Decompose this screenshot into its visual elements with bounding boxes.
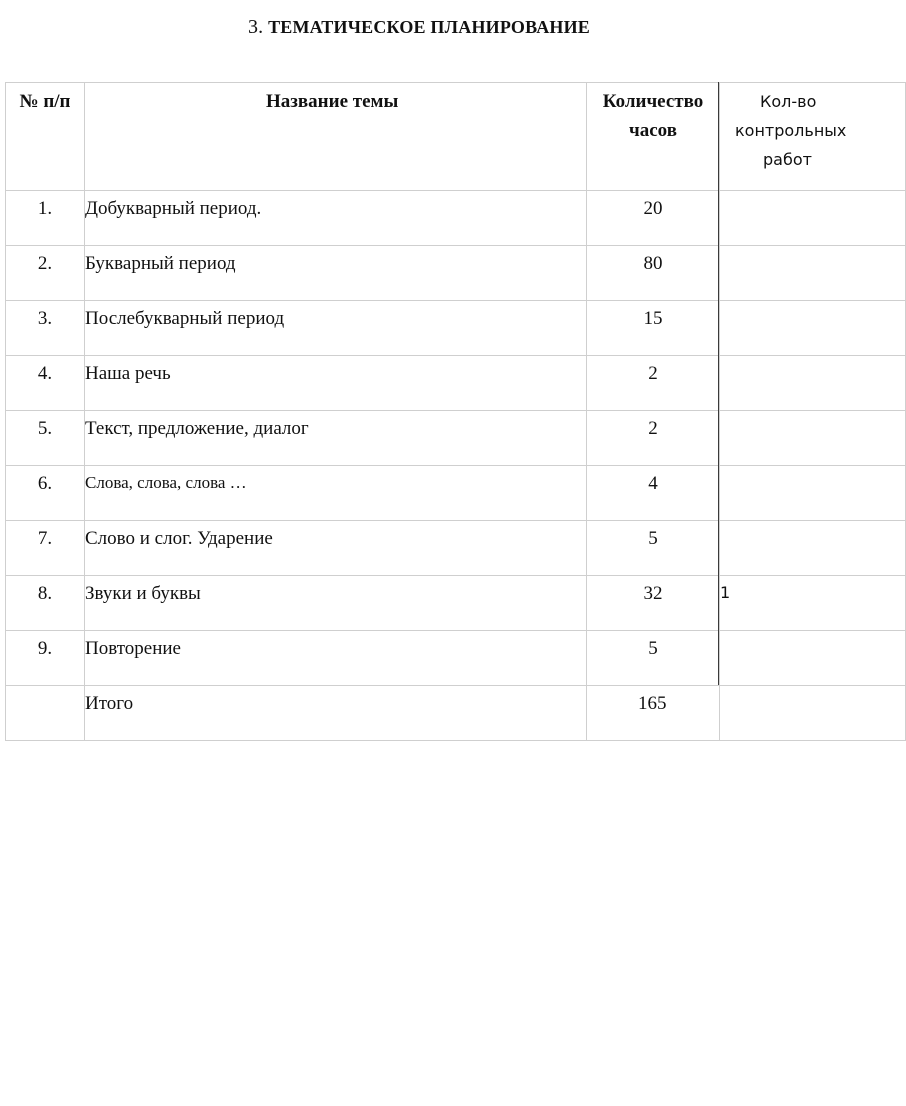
row-number: 7. — [6, 521, 85, 576]
row-control — [720, 356, 906, 411]
row-hours: 5 — [587, 631, 720, 686]
row-control — [720, 411, 906, 466]
row-topic: Слово и слог. Ударение — [85, 521, 587, 576]
row-hours: 20 — [587, 191, 720, 246]
row-number: 1. — [6, 191, 85, 246]
header-control-works — [720, 83, 906, 191]
row-topic: Наша речь — [85, 356, 587, 411]
header-control-line2: контрольных — [735, 121, 847, 140]
total-hours: 165 — [587, 686, 720, 741]
row-number: 5. — [6, 411, 85, 466]
row-hours: 4 — [587, 466, 720, 521]
header-topic-name: Название темы — [85, 83, 587, 191]
table-row — [6, 521, 906, 576]
header-control-line1: Кол-во — [760, 92, 817, 111]
row-number: 2. — [6, 246, 85, 301]
row-hours: 80 — [587, 246, 720, 301]
table-row — [6, 191, 906, 246]
table-row — [6, 411, 906, 466]
header-hours — [587, 83, 720, 191]
row-topic: Повторение — [85, 631, 587, 686]
table-row — [6, 301, 906, 356]
section-number: 3. — [247, 16, 264, 38]
row-control — [720, 246, 906, 301]
row-hours: 32 — [587, 576, 720, 631]
table-row — [6, 246, 906, 301]
row-control — [720, 631, 906, 686]
total-number-cell — [6, 686, 85, 741]
row-number: 3. — [6, 301, 85, 356]
row-number: 4. — [6, 356, 85, 411]
row-topic: Текст, предложение, диалог — [85, 411, 587, 466]
header-control-line3: работ — [763, 150, 812, 169]
row-control — [720, 191, 906, 246]
row-topic: Букварный период — [85, 246, 587, 301]
total-label: Итого — [85, 686, 587, 741]
header-hours-line2: часов — [629, 120, 677, 141]
table-row — [6, 576, 906, 631]
thematic-plan-table-wrapper — [5, 82, 847, 741]
row-hours: 5 — [587, 521, 720, 576]
row-topic: Добукварный период. — [85, 191, 587, 246]
table-row — [6, 466, 906, 521]
row-hours: 15 — [587, 301, 720, 356]
row-control — [720, 301, 906, 356]
page-title — [0, 16, 838, 39]
table-row — [6, 356, 906, 411]
row-hours: 2 — [587, 356, 720, 411]
row-number: 6. — [6, 466, 85, 521]
table-row — [6, 631, 906, 686]
header-hours-line1: Количество — [602, 91, 704, 112]
row-number: 8. — [6, 576, 85, 631]
thematic-plan-table — [5, 82, 906, 741]
table-total-row — [6, 686, 906, 741]
row-number: 9. — [6, 631, 85, 686]
column-divider-line — [718, 82, 719, 685]
row-topic: Звуки и буквы — [85, 576, 587, 631]
row-control — [720, 466, 906, 521]
row-control — [720, 521, 906, 576]
row-topic: Слова, слова, слова … — [85, 466, 587, 521]
table-header-row — [6, 83, 906, 191]
row-hours: 2 — [587, 411, 720, 466]
header-number: № п/п — [6, 83, 85, 191]
total-control-cell — [720, 686, 906, 741]
row-topic: Послебукварный период — [85, 301, 587, 356]
row-control: 1 — [720, 576, 906, 631]
section-title: ТЕМАТИЧЕСКОЕ ПЛАНИРОВАНИЕ — [268, 17, 591, 37]
